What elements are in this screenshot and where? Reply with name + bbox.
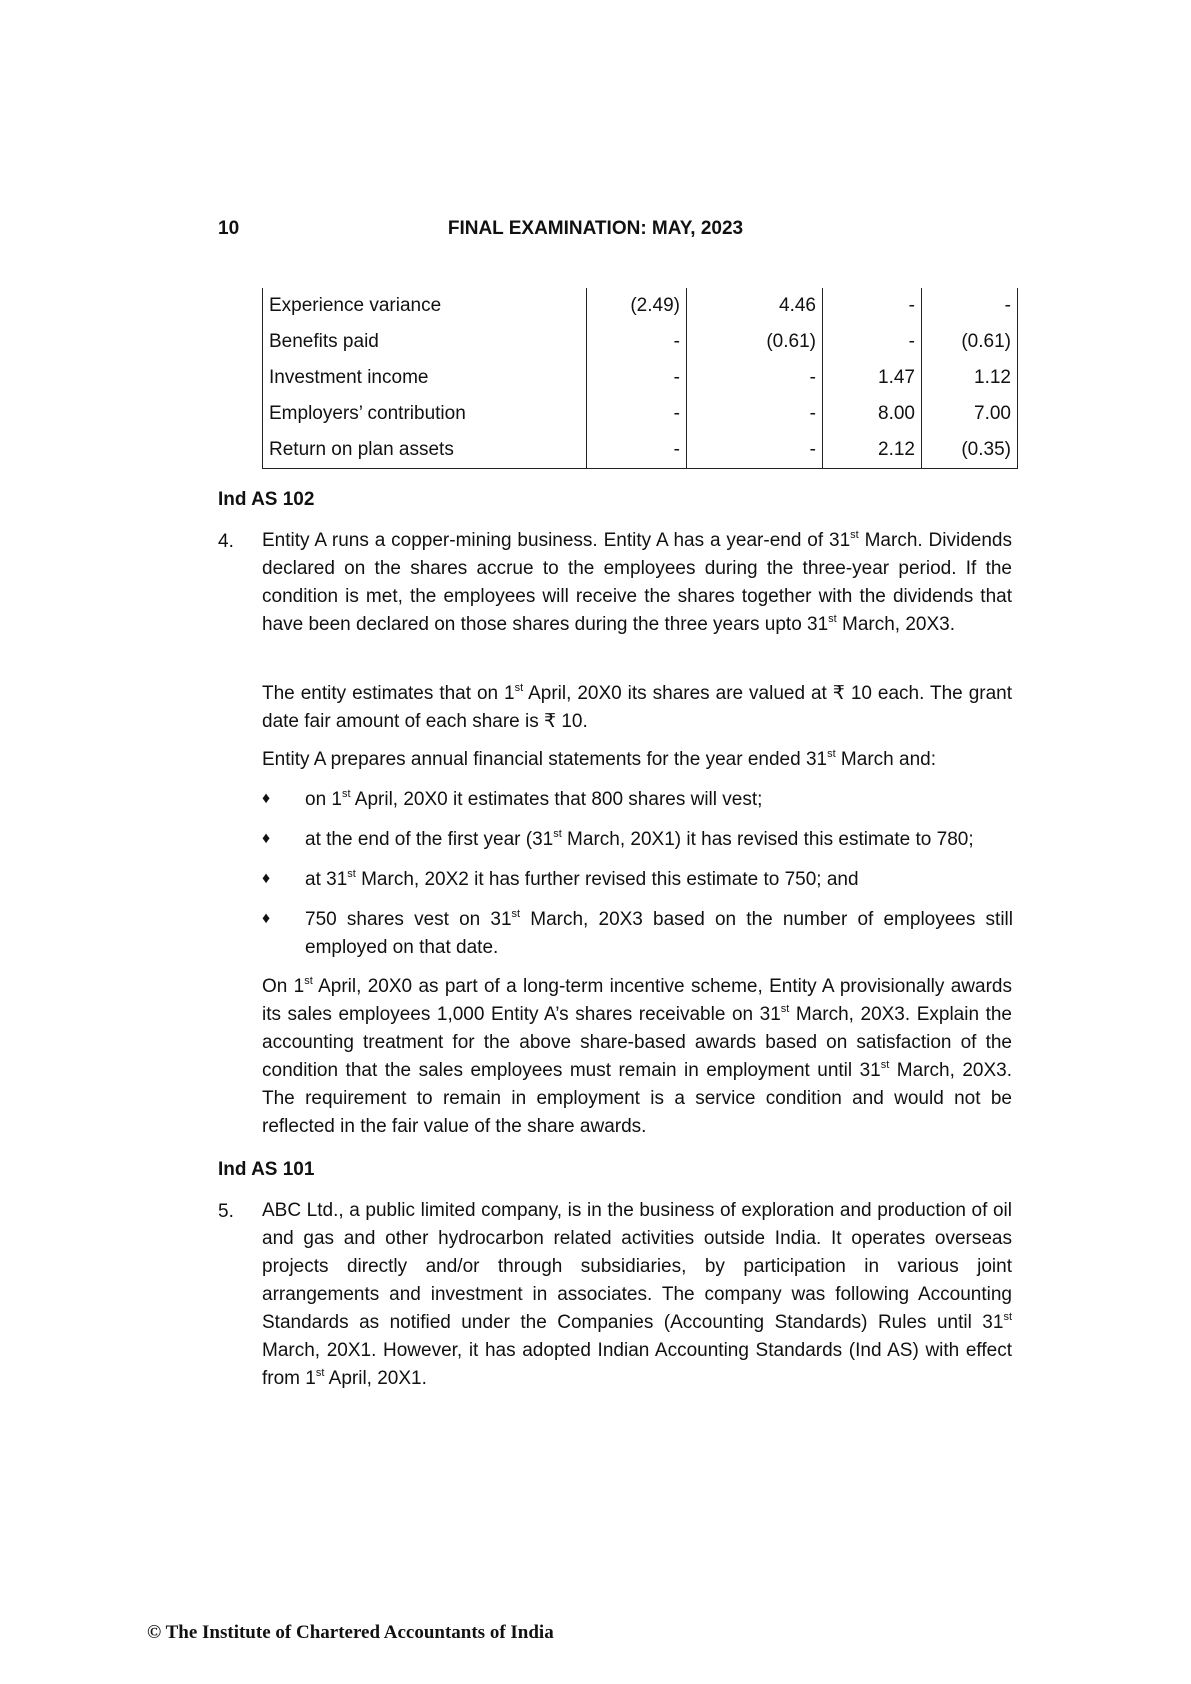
cell-value: - — [587, 324, 687, 360]
table-row — [263, 288, 1018, 324]
cell-value: - — [922, 288, 1018, 324]
page-footer: © The Institute of Chartered Accountants of India — [147, 1622, 554, 1643]
cell-value: - — [687, 396, 823, 432]
table-row — [263, 396, 1018, 432]
cell-value: 7.00 — [922, 396, 1018, 432]
question-4-paragraph-3: Entity A prepares annual financial statements for the year ended 31st March and: — [262, 747, 936, 770]
question-4-paragraph-1: Entity A runs a copper-mining business. Entity A has a year-end of 31st March. Dividends declared on the shares accrue to the employees during the three-year period. If the condition is met, the employees will receive the shares together with the dividends that have been declared on those shares during the three years upto 31st March, 20X3. — [262, 528, 1012, 635]
cell-value: 2.12 — [823, 432, 922, 469]
row-label: Experience variance — [263, 288, 587, 324]
question-4-paragraph-4: On 1st April, 20X0 as part of a long-term incentive scheme, Entity A provisionally awards its sales employees 1,000 Entity A’s shares receivable on 31st March, 20X3. Explain the accounting treatment for the above share-based awards based on satisfaction of the condition that the sales employees must remain in employment until 31st March, 20X3. The requirement to remain in employment is a service condition and would not be reflected in the fair value of the share awards. — [262, 974, 1012, 1137]
cell-value: - — [587, 432, 687, 469]
section-title-ind-as-102: Ind AS 102 — [218, 489, 315, 510]
cell-value: - — [587, 360, 687, 396]
cell-value: 8.00 — [823, 396, 922, 432]
cell-value: 1.47 — [823, 360, 922, 396]
cell-value: (2.49) — [587, 288, 687, 324]
list-item: on 1st April, 20X0 it estimates that 800 shares will vest; — [305, 787, 763, 810]
question-number-5: 5. — [218, 1201, 234, 1222]
diamond-bullet-icon: ♦ — [262, 910, 271, 927]
row-label: Investment income — [263, 360, 587, 396]
question-number-4: 4. — [218, 531, 234, 552]
table-row — [263, 432, 1018, 469]
diamond-bullet-icon: ♦ — [262, 790, 271, 807]
page-header-title: FINAL EXAMINATION: MAY, 2023 — [447, 218, 744, 239]
cell-value: - — [687, 432, 823, 469]
cell-value: (0.61) — [687, 324, 823, 360]
cell-value: - — [687, 360, 823, 396]
list-item: at the end of the first year (31st March, 20X1) it has revised this estimate to 780; — [305, 827, 974, 850]
table-row — [263, 360, 1018, 396]
section-title-ind-as-101: Ind AS 101 — [218, 1159, 315, 1180]
list-item: at 31st March, 20X2 it has further revised this estimate to 750; and — [305, 867, 859, 890]
row-label: Benefits paid — [263, 324, 587, 360]
question-5-paragraph-1: ABC Ltd., a public limited company, is in the business of exploration and production of oil and gas and other hydrocarbon related activities outside India. It operates overseas projects directly and/or through subsidiaries, by participation in various joint arrangements and investment in associates. The company was following Accounting Standards as notified under the Companies (Accounting Standards) Rules until 31st March, 20X1. However, it has adopted Indian Accounting Standards (Ind AS) with effect from 1st April, 20X1. — [262, 1200, 1012, 1389]
cell-value: (0.35) — [922, 432, 1018, 469]
question-4-paragraph-2: The entity estimates that on 1st April, 20X0 its shares are valued at ₹ 10 each. The grant date fair amount of each share is ₹ 10. — [262, 681, 1013, 732]
cell-value: - — [823, 324, 922, 360]
cell-value: 1.12 — [922, 360, 1018, 396]
cell-value: - — [823, 288, 922, 324]
diamond-bullet-icon: ♦ — [262, 830, 271, 847]
cell-value: - — [587, 396, 687, 432]
table-row — [263, 324, 1018, 360]
row-label: Employers’ contribution — [263, 396, 587, 432]
benefits-table — [262, 288, 1018, 469]
page-number: 10 — [218, 218, 240, 239]
diamond-bullet-icon: ♦ — [262, 870, 271, 887]
cell-value: (0.61) — [922, 324, 1018, 360]
cell-value: 4.46 — [687, 288, 823, 324]
row-label: Return on plan assets — [263, 432, 587, 469]
list-item: 750 shares vest on 31st March, 20X3 based on the number of employees still employed on that date. — [305, 907, 1013, 958]
